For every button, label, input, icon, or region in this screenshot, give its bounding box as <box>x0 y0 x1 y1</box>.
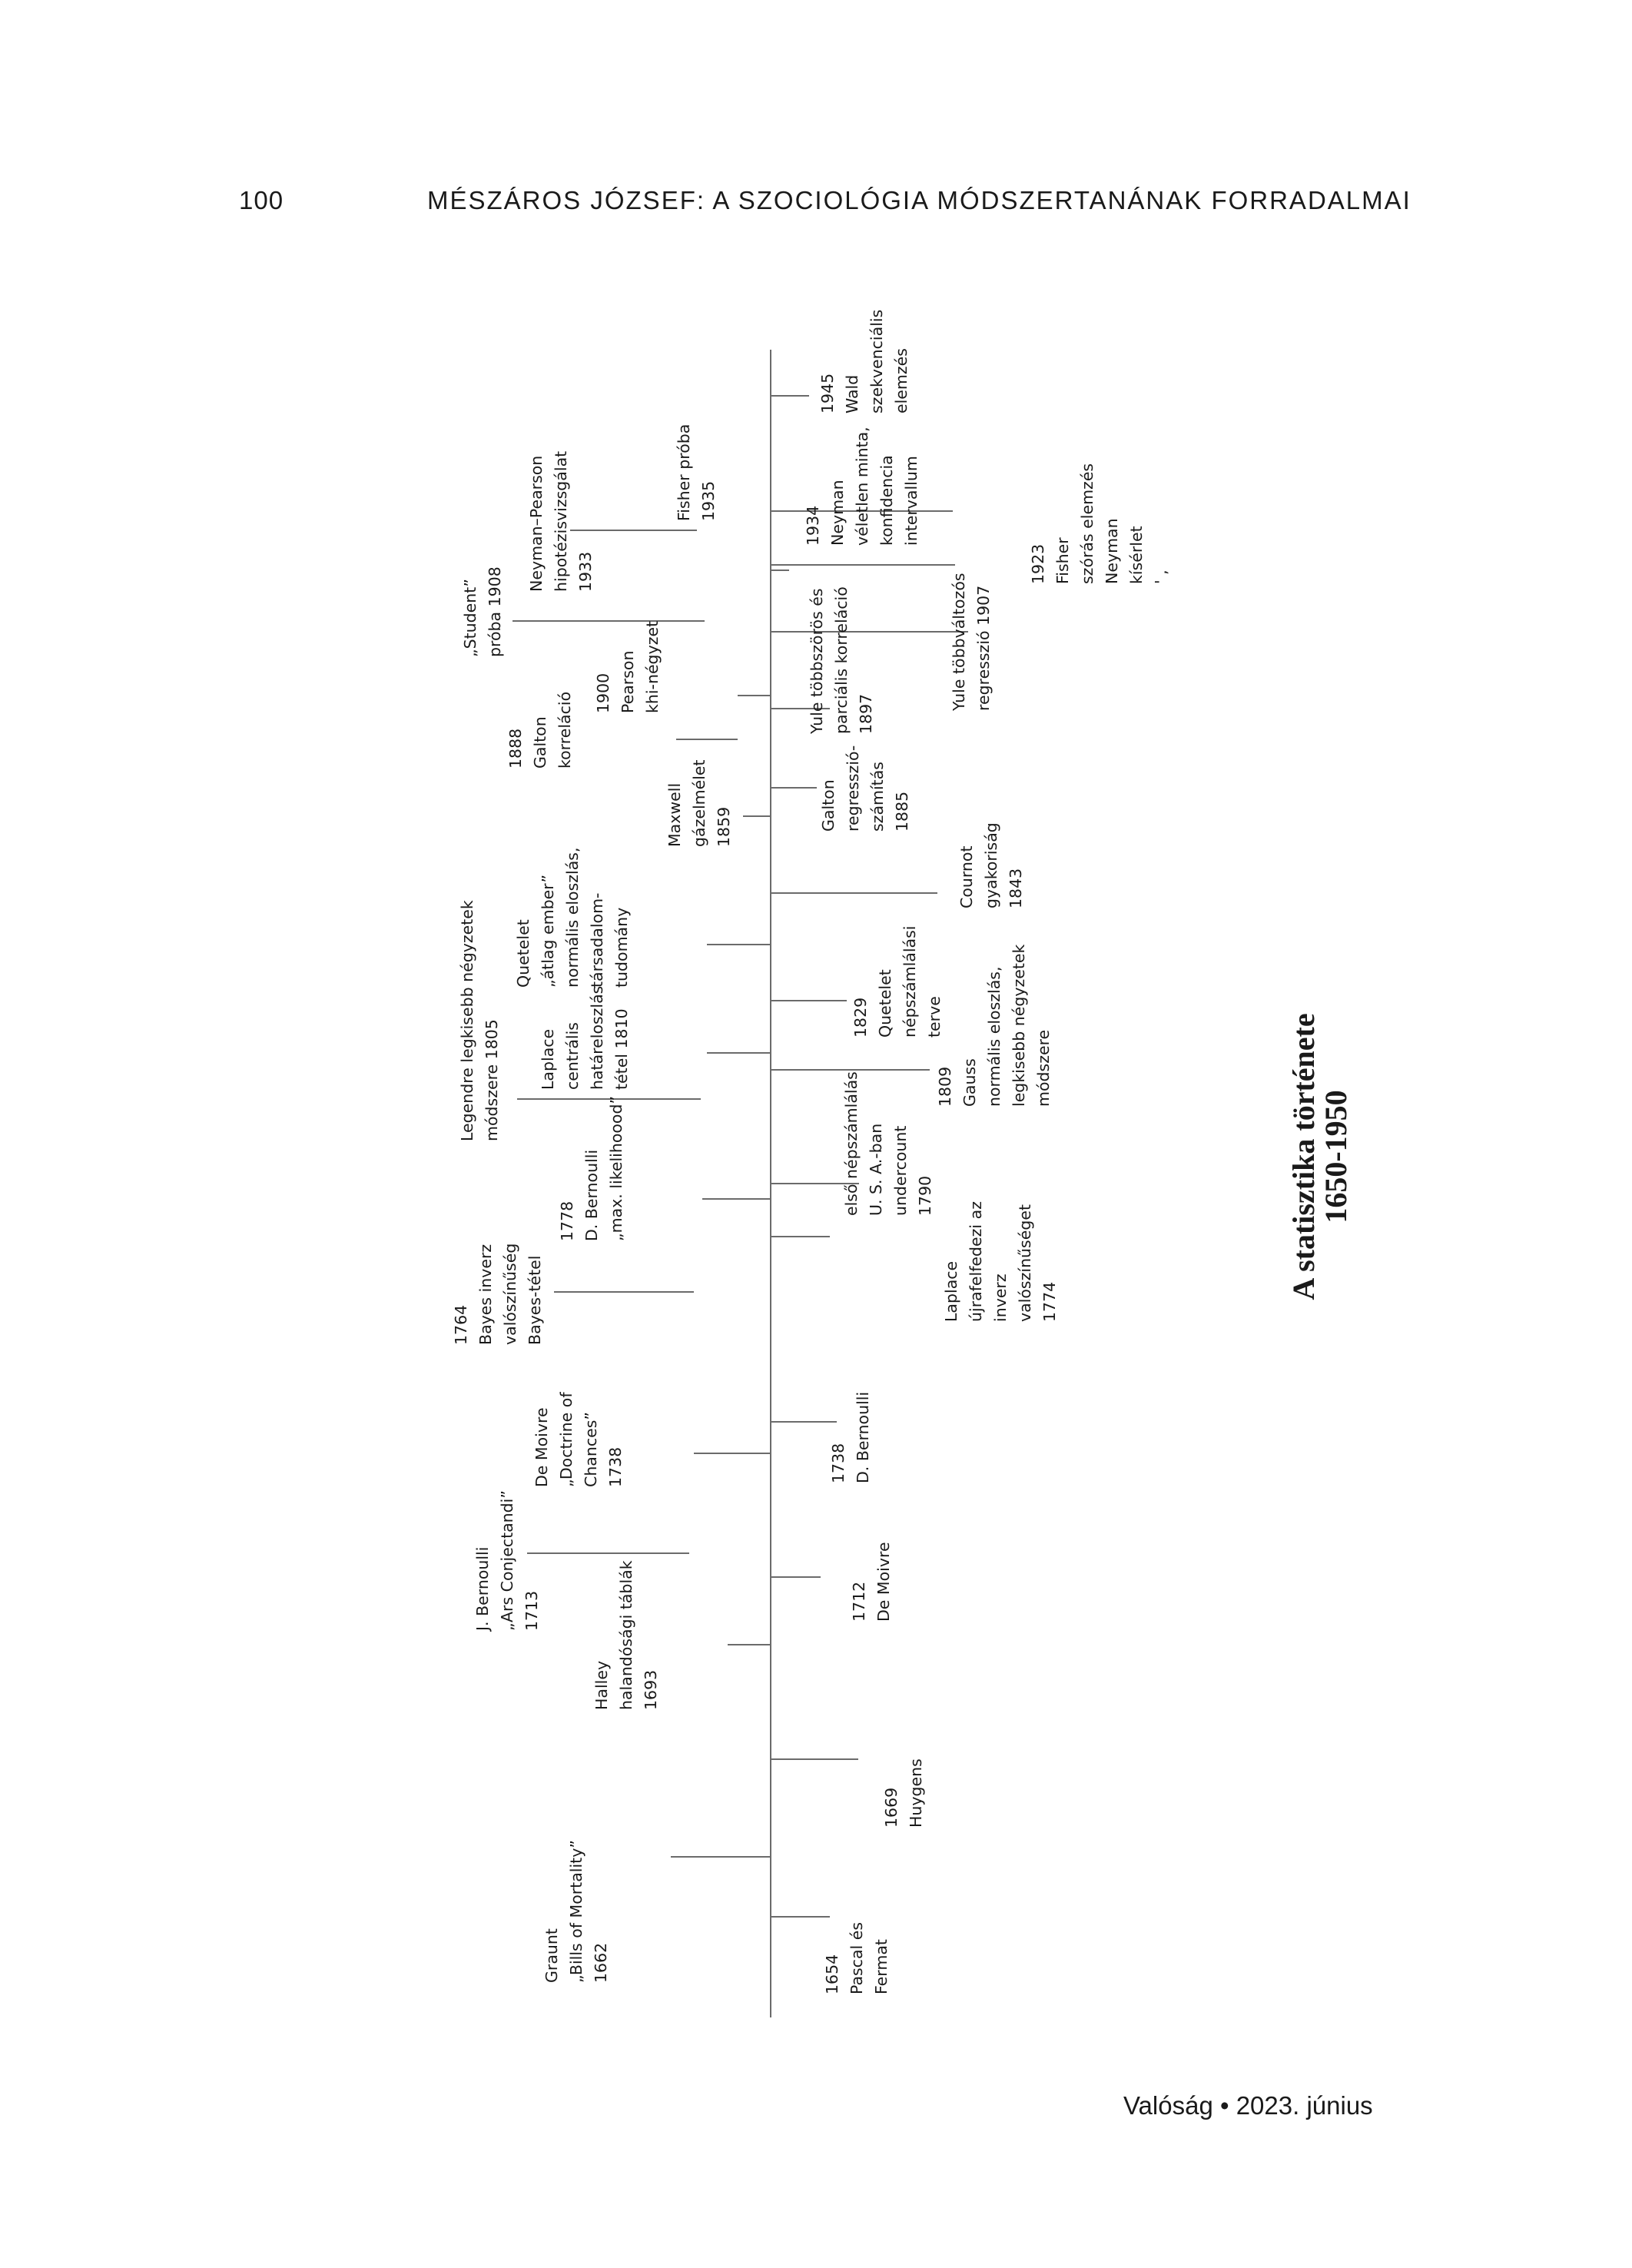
timeline-event-line: Bayes-tétel <box>526 1255 544 1345</box>
timeline-event-line: „Bills of Mortality” <box>567 1840 585 1983</box>
timeline-event-line: Neyman <box>1103 518 1121 584</box>
timeline-event-line: Galton <box>819 779 838 832</box>
timeline-event-laplace-1774 <box>942 1201 1059 1322</box>
timeline-event-line: Chances” <box>582 1411 600 1487</box>
timeline-event-line: szórás elemzés <box>1078 463 1096 584</box>
timeline-event-line: parciális korreláció <box>832 586 851 734</box>
timeline-event-gauss <box>936 945 1053 1107</box>
timeline-event-line: Halley <box>592 1660 611 1710</box>
timeline-event-line: 1935 <box>699 480 718 521</box>
timeline-event-line: elemzés <box>892 348 911 413</box>
timeline-event-line: 1654 <box>823 1954 841 1994</box>
timeline-event-line: szekvenciális <box>867 309 886 413</box>
timeline-event-line: regresszió 1907 <box>974 585 993 711</box>
timeline-event-line: Pascal és <box>848 1921 866 1994</box>
timeline-event-line: Graunt <box>542 1928 561 1983</box>
timeline-event-student <box>461 566 504 657</box>
timeline-event-line: gyakoriság <box>982 822 1000 908</box>
timeline-event-line: undercount <box>891 1125 910 1216</box>
timeline-event-line: népszámlálási <box>901 925 919 1038</box>
timeline-event-line: halandósági táblák <box>617 1560 635 1710</box>
timeline-event-legendre <box>458 900 501 1141</box>
timeline-event-neyman-pearson <box>527 451 595 592</box>
timeline-event-line: Legendre legkisebb négyzetek <box>458 900 476 1141</box>
timeline-event-line: tétel 1810 <box>612 1008 631 1090</box>
timeline-event-galton-1885 <box>819 745 911 832</box>
timeline-event-line: normális eloszlás, <box>563 847 582 988</box>
footer-journal-date: Valóság • 2023. június <box>1123 2091 1373 2120</box>
timeline-event-line: ' , <box>1152 569 1170 584</box>
timeline-event-line: centrális <box>563 1022 582 1090</box>
timeline-event-de-moivre-1712 <box>850 1542 893 1622</box>
timeline-event-yule-1907 <box>950 573 993 712</box>
timeline-event-line: 1859 <box>715 806 733 847</box>
timeline-event-line: „átlag ember” <box>539 874 557 988</box>
timeline-event-pearson <box>594 621 662 713</box>
timeline-event-line: U. S. A.-ban <box>867 1123 885 1216</box>
timeline-event-line: 1843 <box>1007 868 1025 908</box>
timeline-event-line: Galton <box>531 716 549 769</box>
timeline-event-line: Wald <box>843 374 861 413</box>
timeline-event-line: 1897 <box>857 693 875 734</box>
timeline-event-line: Quetelet <box>514 919 532 988</box>
timeline-event-laplace-1810 <box>539 986 631 1090</box>
timeline-event-census-1790 <box>842 1071 934 1216</box>
timeline-event-line: 1923 <box>1029 543 1047 584</box>
timeline-event-line: J. Bernoulli <box>473 1546 492 1631</box>
timeline-event-fisher-1935 <box>675 424 718 521</box>
timeline-event-line: valószínűség <box>501 1243 519 1345</box>
timeline-event-line: 1790 <box>916 1175 934 1216</box>
timeline-event-line: újrafelfedezi az <box>967 1201 985 1322</box>
timeline-event-line: véletlen minta, <box>853 427 871 546</box>
timeline-event-d-bernoulli-1738 <box>829 1392 872 1483</box>
timeline-event-line: próba 1908 <box>486 566 504 657</box>
timeline-event-quetelet-1829 <box>851 926 944 1038</box>
timeline-event-line: De Moivre <box>532 1407 551 1487</box>
timeline-event-line: 1662 <box>592 1942 610 1983</box>
timeline-event-line: 1774 <box>1040 1281 1059 1322</box>
timeline-event-line: De Moivre <box>874 1542 893 1622</box>
timeline-event-line: „max. likelihoood” <box>607 1095 625 1241</box>
timeline-event-line: Quetelet <box>876 969 894 1038</box>
timeline-title-years: 1650-1950 <box>1319 1090 1353 1224</box>
timeline-event-line: 1778 <box>558 1200 576 1241</box>
timeline-event-bayes <box>452 1244 544 1345</box>
timeline-event-maxwell <box>665 759 733 847</box>
timeline-event-line: 1712 <box>850 1581 868 1622</box>
timeline-event-wald <box>818 310 911 413</box>
timeline-title-main: A statisztika története <box>1286 1013 1321 1300</box>
timeline-title <box>1286 1013 1353 1300</box>
timeline-event-line: 1738 <box>829 1443 848 1483</box>
timeline-event-line: Pearson <box>619 650 637 713</box>
timeline-event-line: 1693 <box>642 1669 660 1710</box>
timeline-event-line: Laplace <box>942 1260 960 1322</box>
timeline-event-line: Maxwell <box>665 782 684 847</box>
timeline-event-line: Neyman <box>828 480 847 546</box>
timeline-event-line: Gauss <box>960 1058 979 1107</box>
timeline-event-de-moivre-1738 <box>532 1392 625 1487</box>
timeline-event-line: 1945 <box>818 373 837 413</box>
timeline-event-line: Fisher próba <box>675 423 693 521</box>
timeline-event-line: módszere 1805 <box>483 1019 501 1141</box>
timeline-event-line: 1933 <box>576 551 595 592</box>
timeline-event-line: „Student” <box>461 579 479 657</box>
timeline-event-line: 1900 <box>594 672 612 713</box>
timeline-event-line: tudomány <box>612 907 631 988</box>
timeline-event-line: D. Bernoulli <box>582 1149 601 1241</box>
timeline-event-line: első népszámlálás <box>842 1071 861 1216</box>
timeline-event-line: normális eloszlás, <box>985 966 1003 1107</box>
running-title: MÉSZÁROS JÓZSEF: A SZOCIOLÓGIA MÓDSZERTANÁNAK FORRADALMAI <box>427 186 1411 214</box>
timeline-event-line: „Doctrine of <box>557 1392 576 1487</box>
timeline-event-j-bernoulli <box>473 1490 541 1632</box>
timeline-event-line: társadalom- <box>588 892 606 988</box>
timeline-event-pascal-fermat <box>823 1922 891 1994</box>
timeline-event-graunt <box>542 1840 610 1983</box>
timeline-event-line: terve <box>925 996 944 1038</box>
timeline-event-line: Fermat <box>872 1939 891 1994</box>
timeline-event-line: hipotézisvizsgálat <box>552 450 570 592</box>
timeline-event-line: korreláció <box>556 691 574 769</box>
timeline-event-d-bernoulli-1778 <box>558 1096 625 1241</box>
page-number: 100 <box>239 186 284 214</box>
timeline-event-line: Fisher <box>1053 537 1072 584</box>
timeline-event-line: kísérlet <box>1127 526 1146 584</box>
timeline-event-line: legkisebb négyzetek <box>1010 944 1028 1107</box>
timeline-event-line: regresszió- <box>844 745 862 832</box>
timeline-event-line: 1713 <box>522 1590 541 1631</box>
timeline-event-neyman-1934 <box>804 427 920 546</box>
timeline-event-line: Neyman–Pearson <box>527 455 546 592</box>
timeline-event-line: 1885 <box>893 791 911 832</box>
timeline-event-line: módszere <box>1034 1029 1053 1107</box>
timeline-event-line: „Ars Conjectandi” <box>498 1490 516 1631</box>
timeline-event-line: számítás <box>868 762 887 832</box>
timeline-event-line: inverz <box>991 1273 1010 1322</box>
timeline-event-line: Laplace <box>539 1028 557 1090</box>
timeline-event-line: 1669 <box>882 1787 901 1828</box>
timeline-event-line: Bayes inverz <box>476 1244 495 1345</box>
timeline-event-line: gázelmélet <box>690 759 708 847</box>
timeline-event-line: 1829 <box>851 997 870 1038</box>
timeline-event-yule-1897 <box>808 586 875 735</box>
timeline-event-line: 1764 <box>452 1304 470 1345</box>
timeline-event-line: Yule többváltozós <box>950 573 968 711</box>
timeline-event-line: 1738 <box>606 1446 625 1487</box>
timeline-event-fisher-1923 <box>1029 463 1170 584</box>
timeline-event-line: 1934 <box>804 505 822 546</box>
timeline-event-line: határeloszlás <box>588 985 606 1090</box>
timeline-event-line: Huygens <box>907 1758 925 1828</box>
timeline-event-line: 1809 <box>936 1066 954 1107</box>
timeline-event-line: Cournot <box>957 845 976 908</box>
timeline-event-line: intervallum <box>902 456 920 546</box>
timeline-event-line: 1888 <box>506 728 525 769</box>
timeline-event-line: valószínűséget <box>1016 1204 1034 1322</box>
timeline-event-line: D. Bernoulli <box>854 1391 872 1483</box>
timeline-event-huygens <box>882 1758 925 1828</box>
timeline-event-galton-1888 <box>506 692 574 769</box>
timeline-event-halley <box>592 1560 660 1710</box>
timeline-event-line: konfidencia <box>877 455 896 546</box>
timeline-event-line: khi-négyzet <box>643 620 662 713</box>
timeline-event-line: Yule többszörös és <box>808 588 826 734</box>
timeline-event-cournot <box>957 822 1025 908</box>
timeline-event-quetelet <box>514 848 631 988</box>
